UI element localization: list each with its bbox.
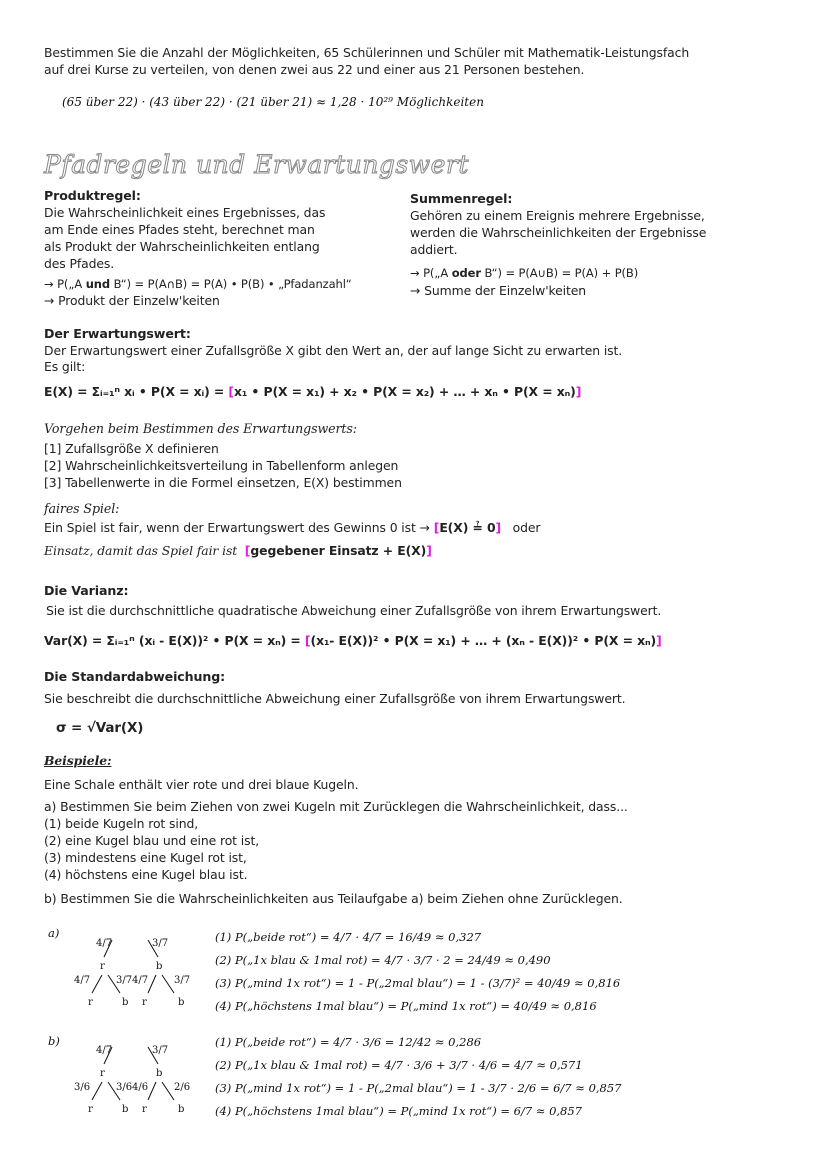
faires-spiel-sentence: Ein Spiel ist fair, wenn der Erwartungswert des Gewinns 0 ist → bbox=[44, 520, 430, 535]
branch-prob: 4/7 bbox=[74, 975, 91, 986]
formula-keyword: oder bbox=[451, 266, 481, 280]
task-line-1: Bestimmen Sie die Anzahl der Möglichkeiten, 65 Schülerinnen und Schüler mit Mathematik-Leistungsfach bbox=[44, 45, 690, 60]
produktregel-text: am Ende eines Pfades steht, berechnet man bbox=[44, 222, 315, 237]
produktregel-heading: Produktregel: bbox=[44, 188, 141, 203]
branch-prob: 2/6 bbox=[174, 1082, 191, 1093]
task-line-2: auf drei Kurse zu verteilen, von denen zwei aus 22 und einer aus 21 Personen bestehen. bbox=[44, 62, 585, 77]
produktregel-text: als Produkt der Wahrscheinlichkeiten entlang bbox=[44, 239, 320, 254]
faires-spiel-heading: faires Spiel: bbox=[44, 501, 120, 516]
formula-part: → P(„A bbox=[44, 277, 86, 291]
standardabweichung-heading: Die Standardabweichung: bbox=[44, 669, 226, 684]
einsatz-line bbox=[44, 543, 432, 559]
vorgehen-step: [1] Zufallsgröße X definieren bbox=[44, 441, 219, 456]
tree-node: r bbox=[100, 1068, 105, 1079]
branch-prob: 4/6 bbox=[132, 1082, 149, 1093]
bracket-close: ] bbox=[426, 543, 432, 558]
summenregel-formula bbox=[410, 265, 638, 281]
produktregel-text: Die Wahrscheinlichkeit eines Ergebnisses, das bbox=[44, 205, 326, 220]
produktregel-summary: → Produkt der Einzelw'keiten bbox=[44, 293, 220, 308]
solution-b-label: b) bbox=[48, 1034, 60, 1048]
branch-prob: 3/7 bbox=[152, 938, 169, 949]
formula-part: Var(X) = Σᵢ₌₁ⁿ (xᵢ - E(X))² • P(X = xₙ) = bbox=[44, 633, 301, 648]
branch-prob: 4/7 bbox=[96, 938, 113, 949]
summenregel-text: Gehören zu einem Ereignis mehrere Ergebnisse, bbox=[410, 208, 705, 223]
tree-leaf: b bbox=[122, 997, 129, 1008]
solution-line: (2) P(„1x blau & 1mal rot) = 4/7 · 3/7 · 2 = 24/49 ≈ 0,490 bbox=[215, 953, 551, 967]
branch-prob: 3/6 bbox=[74, 1082, 91, 1093]
erwartungswert-formula bbox=[44, 384, 581, 400]
fair-formula: E(X) ≟ 0 bbox=[439, 520, 496, 535]
tree-leaf: b bbox=[178, 997, 185, 1008]
tree-leaf: b bbox=[122, 1104, 129, 1115]
bracket-close: ] bbox=[495, 520, 502, 535]
solution-a-label: a) bbox=[48, 926, 60, 940]
solution-line: (3) P(„mind 1x rot“) = 1 - P(„2mal blau“) = 1 - 3/7 · 2/6 = 6/7 ≈ 0,857 bbox=[215, 1081, 622, 1095]
task-item: (3) mindestens eine Kugel rot ist, bbox=[44, 850, 247, 865]
branch-prob: 3/7 bbox=[174, 975, 191, 986]
task-b: b) Bestimmen Sie die Wahrscheinlichkeiten aus Teilaufgabe a) beim Ziehen ohne Zurücklegen. bbox=[44, 891, 623, 906]
beispiele-heading: Beispiele: bbox=[44, 753, 112, 768]
solution-line: (1) P(„beide rot“) = 4/7 · 4/7 = 16/49 ≈ 0,327 bbox=[215, 930, 482, 944]
bracket-close: ] bbox=[656, 633, 662, 648]
bracket-open: [ bbox=[244, 543, 251, 558]
faires-spiel-text bbox=[44, 520, 540, 536]
solution-line: (1) P(„beide rot“) = 4/7 · 3/6 = 12/42 ≈ 0,286 bbox=[215, 1035, 482, 1049]
branch-prob: 4/7 bbox=[132, 975, 149, 986]
produktregel-formula bbox=[44, 276, 352, 292]
beispiele-intro: Eine Schale enthält vier rote und drei blaue Kugeln. bbox=[44, 777, 359, 792]
tree-leaf: r bbox=[142, 1104, 147, 1115]
standardabweichung-text: Sie beschreibt die durchschnittliche Abweichung einer Zufallsgröße von ihrem Erwartungswert. bbox=[44, 691, 626, 706]
branch-prob: 3/7 bbox=[116, 975, 133, 986]
bracket-open: [ bbox=[433, 520, 440, 535]
sigma-formula: σ = √Var(X) bbox=[56, 720, 144, 736]
task-answer: (65 über 22) · (43 über 22) · (21 über 21) ≈ 1,28 · 10²⁹ Möglichkeiten bbox=[62, 95, 484, 109]
bracket-close: ] bbox=[575, 384, 582, 399]
summenregel-heading: Summenregel: bbox=[410, 191, 513, 206]
produktregel-text: des Pfades. bbox=[44, 256, 115, 271]
vorgehen-step: [2] Wahrscheinlichkeitsverteilung in Tabellenform anlegen bbox=[44, 458, 399, 473]
varianz-heading: Die Varianz: bbox=[44, 583, 129, 598]
solution-line: (2) P(„1x blau & 1mal rot) = 4/7 · 3/6 + 3/7 · 4/6 = 4/7 ≈ 0,571 bbox=[215, 1058, 583, 1072]
summenregel-text: werden die Wahrscheinlichkeiten der Ergebnisse bbox=[410, 225, 707, 240]
erwartungswert-heading: Der Erwartungswert: bbox=[44, 326, 191, 341]
formula-part: E(X) = Σᵢ₌₁ⁿ xᵢ • P(X = xᵢ) = bbox=[44, 384, 225, 399]
tree-node: b bbox=[156, 1068, 163, 1079]
solution-line: (3) P(„mind 1x rot“) = 1 - P(„2mal blau“) = 1 - (3/7)² = 40/49 ≈ 0,816 bbox=[215, 976, 621, 990]
formula-part: (x₁- E(X))² • P(X = x₁) + … + (xₙ - E(X))² • P(X = xₙ) bbox=[310, 633, 657, 648]
solution-line: (4) P(„höchstens 1mal blau“) = P(„mind 1x rot“) = 6/7 ≈ 0,857 bbox=[215, 1104, 583, 1118]
bracket-open: [ bbox=[304, 633, 311, 648]
tree-node: b bbox=[156, 961, 163, 972]
formula-keyword: und bbox=[85, 277, 111, 291]
formula-part: B“) = P(A∪B) = P(A) + P(B) bbox=[480, 266, 639, 280]
summenregel-summary: → Summe der Einzelw'keiten bbox=[410, 283, 587, 298]
formula-part: B“) = P(A∩B) = P(A) • P(B) • „Pfadanzahl“ bbox=[110, 277, 352, 291]
branch-prob: 3/6 bbox=[116, 1082, 133, 1093]
formula-part: → P(„A bbox=[410, 266, 452, 280]
erwartungswert-text: Der Erwartungswert einer Zufallsgröße X gibt den Wert an, der auf lange Sicht zu erwarten ist. bbox=[44, 343, 623, 358]
bracket-open: [ bbox=[228, 384, 234, 399]
einsatz-label: Einsatz, damit das Spiel fair ist bbox=[44, 543, 238, 558]
varianz-text: Sie ist die durchschnittliche quadratische Abweichung einer Zufallsgröße von ihrem Erwartungswert. bbox=[46, 603, 662, 618]
oder-text: oder bbox=[512, 520, 541, 535]
summenregel-text: addiert. bbox=[410, 242, 458, 257]
tree-leaf: r bbox=[88, 997, 93, 1008]
branch-prob: 3/7 bbox=[152, 1045, 169, 1056]
varianz-formula bbox=[44, 633, 662, 649]
page-title: Pfadregeln und Erwartungswert bbox=[44, 150, 469, 179]
tree-node: r bbox=[100, 961, 105, 972]
tree-diagram-b bbox=[70, 1042, 200, 1122]
es-gilt: Es gilt: bbox=[44, 359, 86, 374]
task-item: (2) eine Kugel blau und eine rot ist, bbox=[44, 833, 260, 848]
vorgehen-step: [3] Tabellenwerte in die Formel einsetzen, E(X) bestimmen bbox=[44, 475, 402, 490]
task-item: (4) höchstens eine Kugel blau ist. bbox=[44, 867, 248, 882]
tree-leaf: r bbox=[142, 997, 147, 1008]
formula-part: x₁ • P(X = x₁) + x₂ • P(X = x₂) + … + xₙ • P(X = xₙ) bbox=[234, 384, 576, 399]
tree-leaf: b bbox=[178, 1104, 185, 1115]
task-a: a) Bestimmen Sie beim Ziehen von zwei Kugeln mit Zurücklegen die Wahrscheinlichkeit, dass... bbox=[44, 799, 628, 814]
tree-diagram-a bbox=[70, 935, 200, 1015]
vorgehen-heading: Vorgehen beim Bestimmen des Erwartungswerts: bbox=[44, 421, 357, 436]
solution-line: (4) P(„höchstens 1mal blau“) = P(„mind 1x rot“) = 40/49 ≈ 0,816 bbox=[215, 999, 597, 1013]
task-item: (1) beide Kugeln rot sind, bbox=[44, 816, 199, 831]
einsatz-formula: gegebener Einsatz + E(X) bbox=[250, 543, 427, 558]
tree-leaf: r bbox=[88, 1104, 93, 1115]
branch-prob: 4/7 bbox=[96, 1045, 113, 1056]
